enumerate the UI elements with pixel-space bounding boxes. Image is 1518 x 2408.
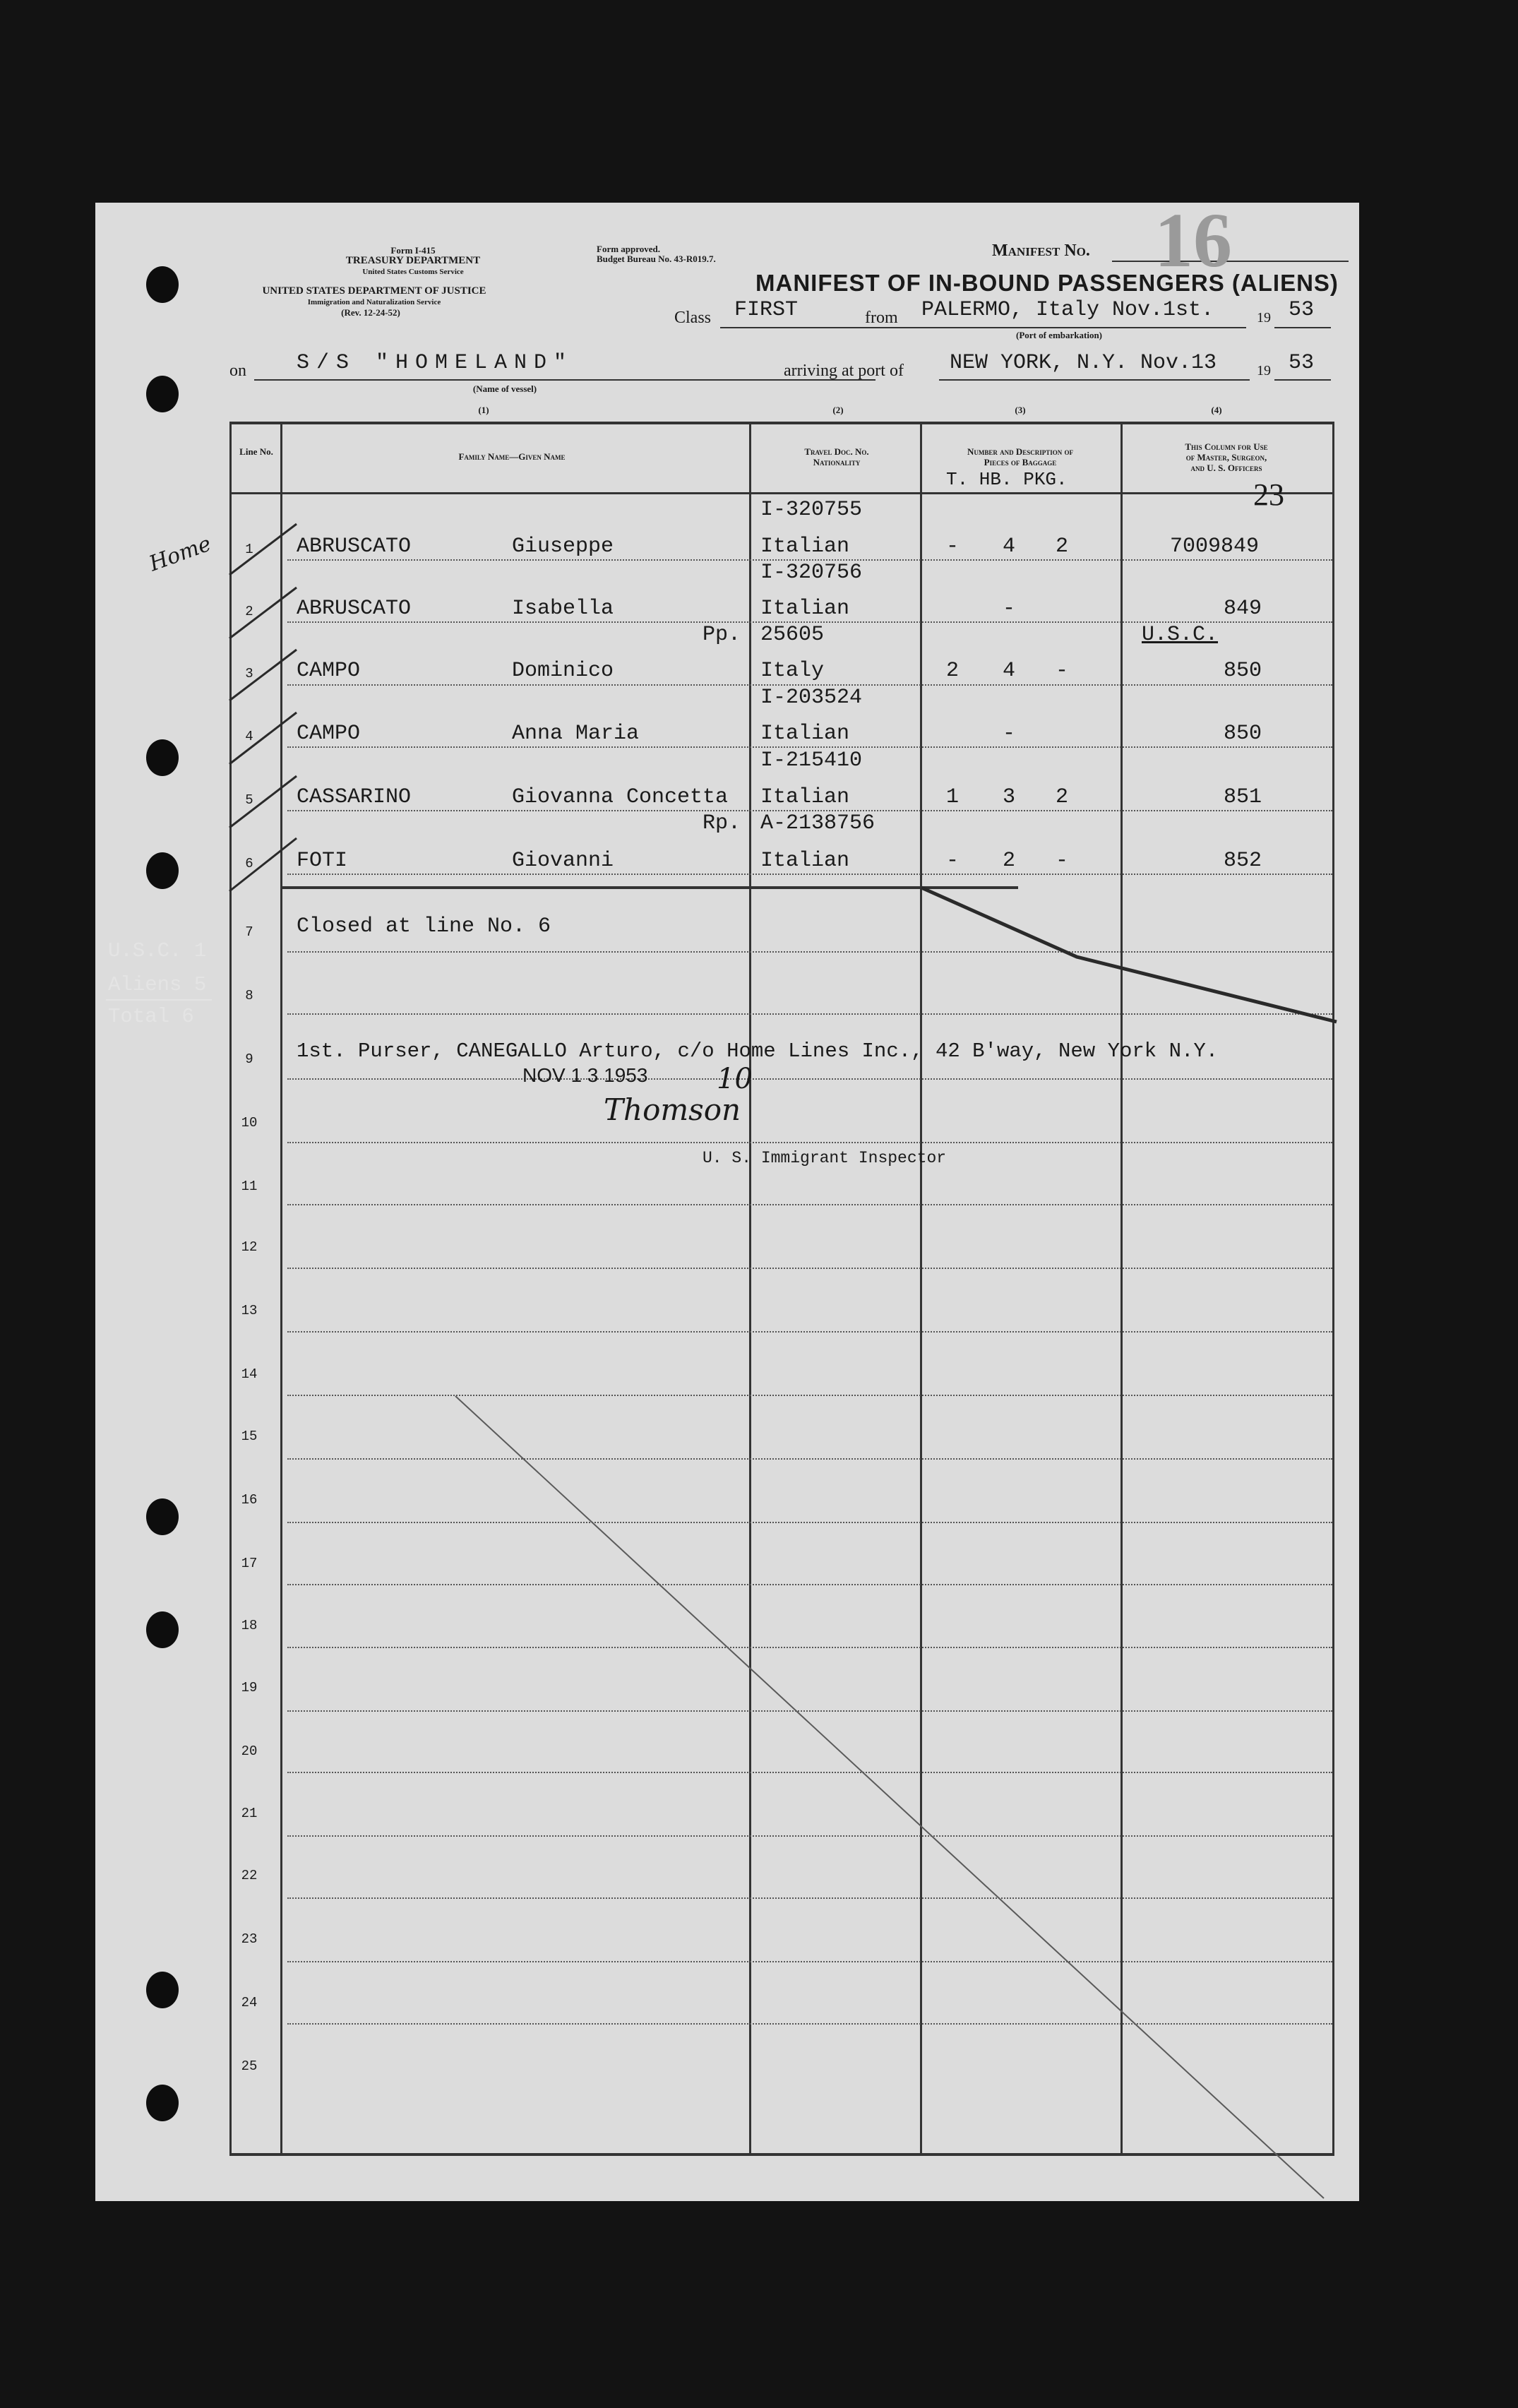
header-officers-3: and U. S. Officers: [1190, 463, 1262, 473]
line-number: 22: [241, 1868, 258, 1883]
year1: 53: [1289, 298, 1315, 322]
line-number: 7: [245, 924, 253, 940]
form-number: Form I-415: [390, 245, 436, 256]
treasury-dept: TREASURY DEPARTMENT: [345, 255, 481, 266]
header-officers-1: This Column for Use: [1185, 441, 1268, 452]
purser-note: 1st. Purser, CANEGALLO Arturo, c/o Home Lines Inc., 42 B'way, New York N.Y.: [297, 1039, 1219, 1063]
port-embarkation-caption: (Port of embarkation): [1015, 330, 1103, 340]
manifest-no-label: Manifest No.: [992, 242, 1090, 260]
class-value: FIRST: [734, 298, 799, 322]
arriving-label: arriving at port of: [784, 362, 904, 380]
line-number: 18: [241, 1618, 258, 1633]
col-number-3: (3): [1015, 405, 1026, 415]
manifest-title: MANIFEST OF IN-BOUND PASSENGERS (ALIENS): [755, 270, 1339, 296]
line-number: 20: [241, 1744, 258, 1759]
header-name: Family Name—Given Name: [458, 451, 566, 462]
manifest-number: 16: [1154, 197, 1232, 283]
margin-handwriting: Home: [145, 531, 215, 577]
line-number: 16: [241, 1492, 258, 1508]
officers-extra-number: 23: [1253, 477, 1284, 512]
year-prefix-2: 19: [1257, 363, 1271, 379]
revision: (Rev. 12-24-52): [341, 307, 400, 318]
inspector-signature: Thomson: [604, 1092, 741, 1127]
year-prefix: 19: [1257, 310, 1271, 326]
line-number: 9: [245, 1051, 253, 1067]
vessel-caption: (Name of vessel): [472, 383, 537, 394]
from-label: from: [865, 309, 898, 327]
line-number: 8: [245, 988, 253, 1003]
inspector-title: U. S. Immigrant Inspector: [703, 1149, 947, 1167]
line-number: 12: [241, 1239, 258, 1255]
line-number: 23: [241, 1931, 258, 1947]
line-number: 24: [241, 1995, 258, 2010]
arriving-value: NEW YORK, N.Y. Nov.13: [950, 351, 1217, 375]
header-travel-doc: Travel Doc. No.: [804, 446, 869, 457]
manifest-page: Form I-415 TREASURY DEPARTMENT United States Customs Service UNITED STATES DEPARTMENT OF JUSTICE Immigration and Naturalization Service (Rev. 12-24-52) Form approved. Budget Bureau No. 43-R019.7. Manifest No. 16 MANIFEST OF IN-BOUND PASSENGERS (ALIENS) Class FIRST from PALERMO, Italy Nov.1st. 19 53 (Port of embarkation) on S/S "HOMELAND" (Name of vessel) arriving at port of NEW YORK, N.Y. Nov.13 19 53 (1) (2) (3) (4) Line No. Family Name—Given Name Travel Doc. No. Nationality Number and Description of Pieces of Baggage T. HB. PKG. This Column for Use of Master, Surgeon, and U. S. Officers 23 1 ABRUSCATO Giuseppe I-320755 Italian - 4 2 7009849 2 ABRUSCATO Isabella I-320756 Italian - 849 3 CAMPO Dominico Pp. 25605 Italy 2 4 - U.S.C. 850 4 CAMPO Anna Maria I-203524 Italian - 850 5 CASSARINO Giovanna Concetta I-215410 Italian 1 3 2 851 6 FOTI Giovanni Rp. A-2138756 Italian - 2 - 852 7 8 9 10 11 12 13 14 15 16 17 18 19 20 21 22 23 24 25 Closed at line No. 6 1st. Purser, CANEGALLO Arturo, c/o Home Lines Inc., 42 B'way, New York N.Y. NOV 1 3 1953 10 Thomson U. S. Immigrant Inspector U.S.C. 1 Aliens 5 Total 6 Home: [95, 203, 1359, 2201]
line-number: 17: [241, 1556, 258, 1571]
header-baggage-sub: T. HB. PKG.: [946, 469, 1068, 490]
line-number: 15: [241, 1429, 258, 1444]
pencil-marks: [95, 203, 1359, 2201]
customs-service: United States Customs Service: [362, 268, 464, 276]
tally-usc: U.S.C. 1: [108, 939, 207, 962]
header-line-no: Line No.: [239, 446, 273, 457]
col-number-1: (1): [478, 405, 489, 415]
tally-aliens: Aliens 5: [108, 973, 207, 996]
line-number: 11: [241, 1179, 258, 1194]
budget-bureau: Budget Bureau No. 43-R019.7.: [597, 254, 716, 264]
stamp-date: NOV 1 3 1953: [522, 1064, 648, 1086]
line-number: 13: [241, 1303, 258, 1318]
line-number: 14: [241, 1366, 258, 1382]
header-baggage-2: Pieces of Baggage: [984, 457, 1057, 467]
col-number-4: (4): [1211, 405, 1222, 415]
tally-total: Total 6: [108, 1005, 194, 1028]
line-number: 19: [241, 1680, 258, 1695]
ins-service: Immigration and Naturalization Service: [307, 298, 441, 306]
header-nationality: Nationality: [813, 457, 861, 467]
line-number: 10: [241, 1115, 258, 1131]
on-label: on: [229, 362, 246, 380]
vessel-name: S/S "HOMELAND": [297, 351, 574, 375]
year2: 53: [1289, 351, 1315, 375]
header-baggage-1: Number and Description of: [967, 446, 1074, 457]
handwritten-note: 10: [717, 1063, 753, 1095]
justice-dept: UNITED STATES DEPARTMENT OF JUSTICE: [262, 285, 486, 297]
from-value: PALERMO, Italy Nov.1st.: [921, 298, 1214, 322]
line-number: 25: [241, 2058, 258, 2074]
col-number-2: (2): [832, 405, 844, 415]
class-label: Class: [674, 309, 712, 327]
form-approved: Form approved.: [597, 244, 661, 254]
line-number: 21: [241, 1806, 258, 1821]
closed-note: Closed at line No. 6: [297, 914, 551, 938]
header-officers-2: of Master, Surgeon,: [1185, 452, 1267, 463]
